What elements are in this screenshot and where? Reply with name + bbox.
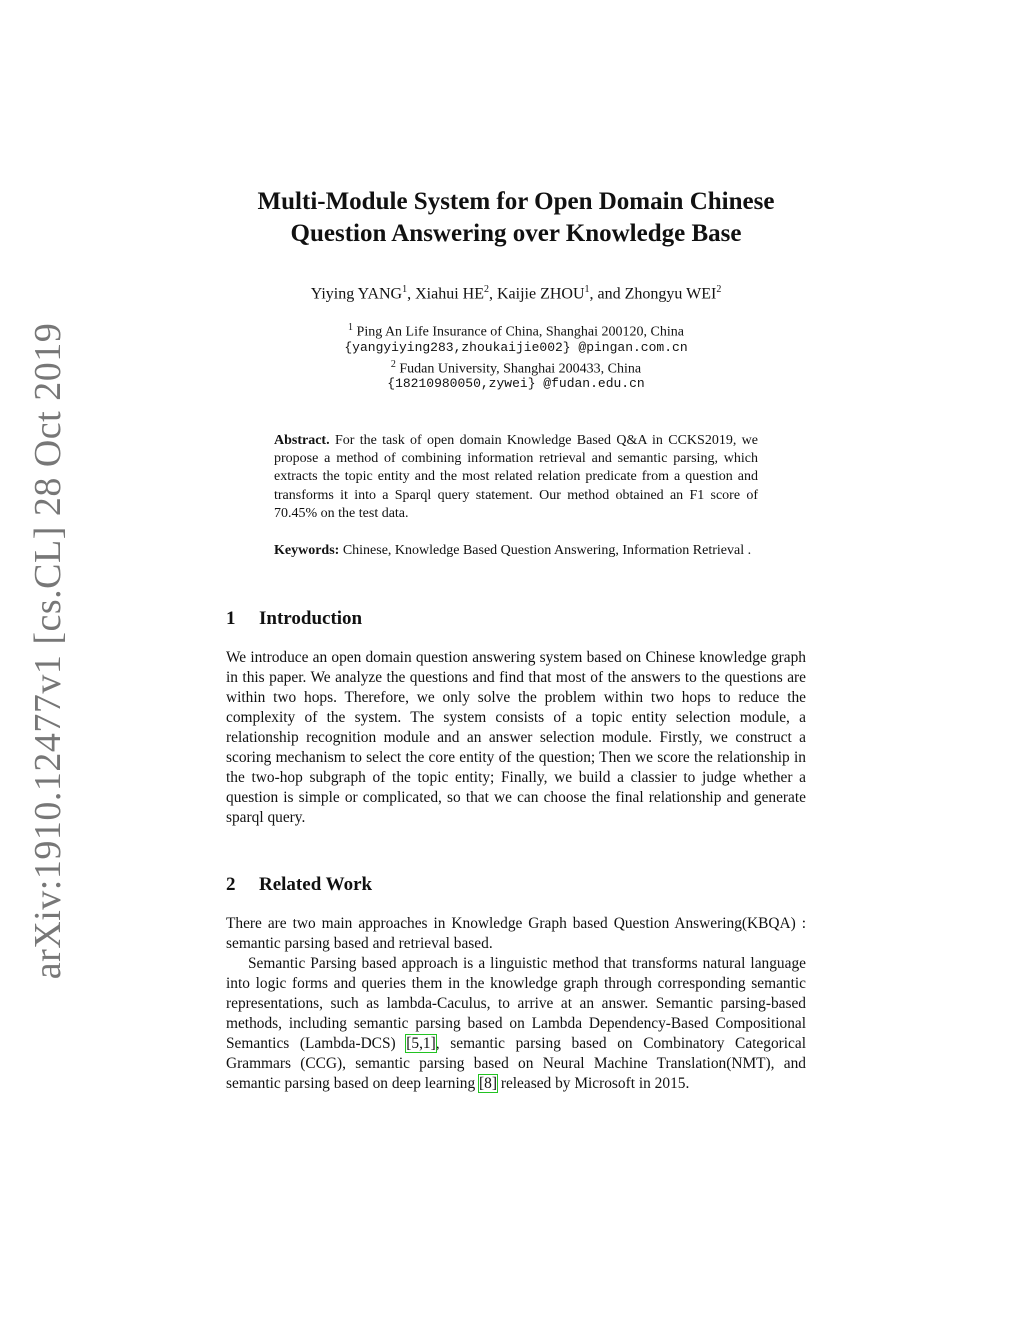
section-heading-introduction [226, 608, 362, 630]
paragraph-text: released by Microsoft in 2015. [496, 1075, 690, 1092]
arxiv-identifier: arXiv:1910.12477v1 [cs.CL] 28 Oct 2019 [27, 322, 69, 980]
author-affil-mark: 2 [716, 284, 722, 295]
author-affil-mark: 1 [584, 284, 590, 295]
paragraph: There are two main approaches in Knowledge Graph based Question Answering(KBQA) : semantic parsing based and retrieval based. [226, 915, 806, 952]
affiliation-mark: 2 [390, 359, 396, 370]
related-work-body [226, 914, 806, 1094]
keywords-label: Keywords: [274, 543, 340, 558]
paragraph-text: Semantic Parsing based approach is a linguistic method that transforms natural language into logic forms and queries them in the knowledge graph through corresponding semantic representations, such as lambda-Caculus, to arrive at an answer. Semantic parsing-based methods, including semantic parsing based on Lambda Dependency-Based Compositional Semantics (Lambda-DCS) [226, 955, 806, 1052]
title-line-2: Question Answering over Knowledge Base [290, 220, 742, 247]
citation-link[interactable]: [5,1] [406, 1035, 436, 1052]
citation-link[interactable]: [8] [479, 1075, 497, 1092]
section-number: 2 [226, 874, 236, 895]
author-list [226, 284, 806, 303]
author-name: , Kaijie ZHOU [488, 285, 585, 303]
abstract-label: Abstract. [274, 433, 330, 448]
affiliation-mark: 1 [348, 322, 354, 333]
affiliation-text: Fudan University, Shanghai 200433, China [395, 361, 642, 377]
author-name: , and Zhongyu WEI [589, 285, 717, 303]
keywords [274, 542, 758, 560]
paper-title [226, 186, 806, 250]
author-affil-mark: 1 [402, 284, 408, 295]
author-name: Yiying YANG [310, 285, 403, 303]
paragraph-text: , semantic parsing based on Combinatory Categorical Grammars (CCG), semantic parsing based on Neural Machine Translation(NMT), and semantic parsing based on deep learning [226, 1035, 806, 1092]
section-number: 1 [226, 608, 236, 629]
author-name: , Xiahui HE [407, 285, 484, 303]
title-line-1: Multi-Module System for Open Domain Chinese [257, 188, 775, 215]
abstract-text: For the task of open domain Knowledge Based Q&A in CCKS2019, we propose a method of combining information retrieval and semantic parsing, which extracts the topic entity and the most related relation predicate from a question and transforms it into a Sparql query statement. Our method obtained an F1 score of 70.45% on the test data. [274, 433, 758, 521]
affiliation-text: Ping An Life Insurance of China, Shanghai 200120, China [353, 324, 684, 340]
paragraph: We introduce an open domain question answering system based on Chinese knowledge graph in this paper. We analyze the questions and find that most of the answers to the questions are within two hops. Therefore, we only solve the problem within two hops to reduce the complexity of the system. The system consists of a topic entity selection module, a relationship recognition module and an answer selection module. Firstly, we construct a scoring mechanism to select the core entity of the question; Then we score the relationship in the two-hop subgraph of the topic entity; Finally, we build a classier to judge whether a question is simple or complicated, so that we can choose the final relationship and generate sparql query. [226, 649, 806, 826]
section-title: Related Work [259, 874, 373, 895]
section-heading-related-work [226, 874, 372, 896]
section-title: Introduction [259, 608, 363, 629]
introduction-body [226, 648, 806, 828]
paragraph [226, 954, 806, 1094]
author-affil-mark: 2 [483, 284, 489, 295]
affiliation-2-email: {18210980050,zywei} @fudan.edu.cn [387, 376, 645, 391]
abstract [274, 432, 758, 523]
affiliation-1-email: {yangyiying283,zhoukaijie002} @pingan.com.cn [344, 340, 688, 355]
keywords-text: Chinese, Knowledge Based Question Answering, Information Retrieval . [339, 543, 752, 558]
